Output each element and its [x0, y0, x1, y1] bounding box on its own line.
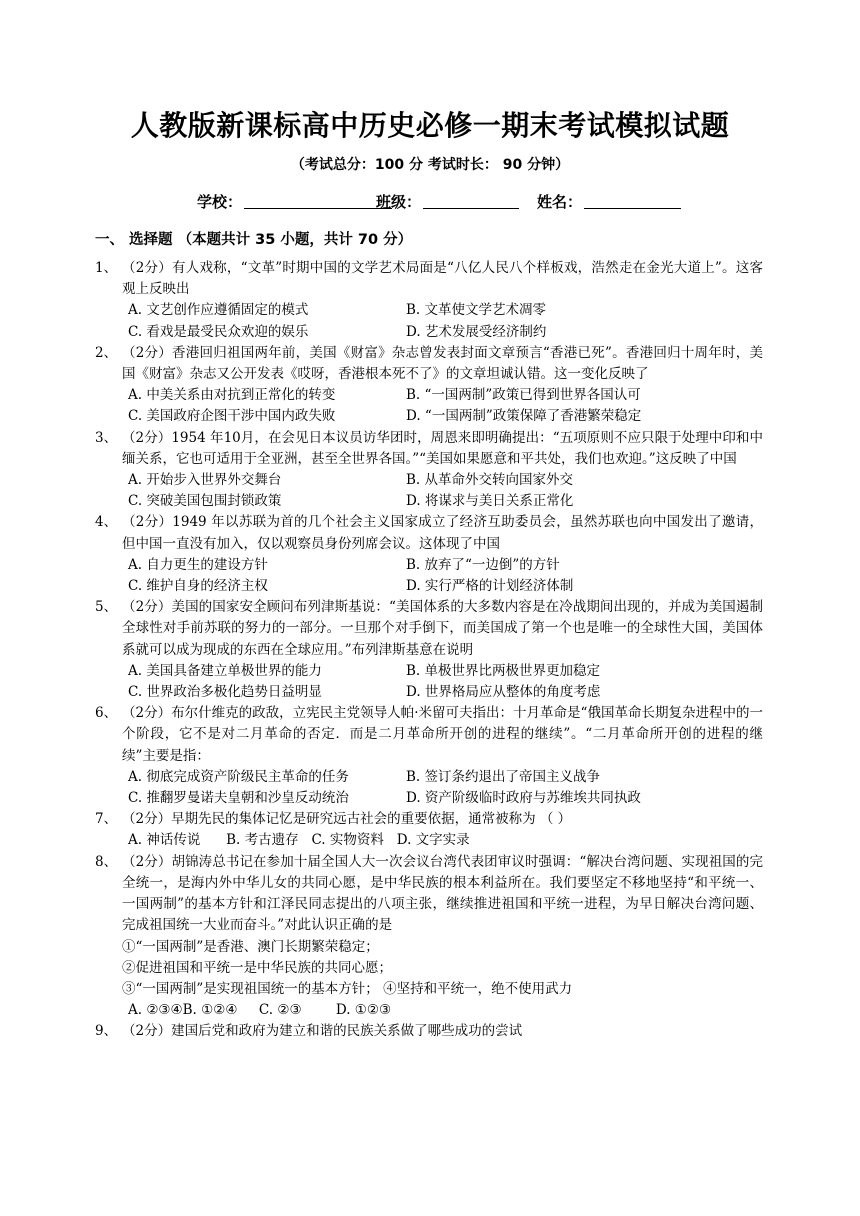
name-label: 姓名： [537, 193, 583, 211]
inline-options: A. 神话传说 B. 考古遗存 C. 实物资料 D. 文字实录 [128, 832, 470, 849]
question-number: 5、 [95, 599, 118, 616]
options-grid [128, 767, 763, 809]
school-field [197, 191, 392, 212]
option-a: A. 彻底完成资产阶级民主革命的任务 [128, 768, 349, 785]
option-b: B. 放弃了“一边倒”的方针 [406, 556, 560, 573]
question-stem: （2分）胡锦涛总书记在参加十届全国人大一次会议台湾代表团审议时强调：“解决台湾问题、实现祖国的完全统一，是海内外中华儿女的共同心愿，是中华民族的根本利益所在。我们要坚定不移地坚持“和平统一、一国两制”的基本方针和江泽民同志提出的八项主张，继续推进祖国和平统一进程，为早日解决台湾问题、完成祖国统一大业而奋斗。”对此认识正确的是 [122, 853, 763, 934]
option-a: A. 开始步入世界外交舞台 [128, 472, 282, 489]
option-d: D. 将谋求与美日关系正常化 [406, 493, 574, 510]
school-label: 学校： [197, 193, 243, 211]
option-a: A. 文艺创作应遵循固定的模式 [128, 302, 309, 319]
question-stem: （2分）布尔什维克的政敌，立宪民主党领导人帕·米留可夫指出：十月革命是“俄国革命长期复杂进程中的一个阶段，它不是对二月革命的否定．而是二月革命所开创的进程的继续”。“二月革命所开创的进程的继续”主要是指： [122, 705, 763, 764]
question-stem: （2分）早期先民的集体记忆是研究远古社会的重要依据，通常被称为 （ ） [122, 811, 572, 828]
exam-duration-info: （考试总分：100 分 考试时长： 90 分钟） [290, 157, 570, 173]
question-stem: （2分）香港回归祖国两年前，美国《财富》杂志曾发表封面文章预言“香港已死”。香港回归十周年时，美国《财富》杂志又公开发表《哎呀，香港根本死不了》的文章坦诚认错。这一变化反映了 [122, 344, 763, 383]
option-d: D. 实行严格的计划经济体制 [406, 578, 574, 595]
question-5 [95, 597, 763, 703]
question-number: 1、 [95, 260, 118, 276]
question-number: 7、 [95, 811, 118, 828]
option-b: B. 签订条约退出了帝国主义战争 [406, 768, 601, 785]
option-c: C. 看戏是最受民众欢迎的娱乐 [128, 323, 309, 340]
option-d: D. “一国两制”政策保障了香港繁荣稳定 [406, 408, 642, 425]
question-number: 3、 [95, 429, 118, 446]
options-grid [128, 385, 763, 427]
option-b: B. 文革使文学艺术凋零 [406, 302, 547, 319]
question-number: 9、 [95, 1023, 118, 1040]
question-7 [95, 809, 763, 851]
question-number: 6、 [95, 705, 118, 722]
option-a: A. 中美关系由对抗到正常化的转变 [128, 387, 336, 404]
question-list [95, 258, 763, 1043]
question-4 [95, 512, 763, 597]
options-grid [128, 555, 763, 597]
question-8 [95, 852, 763, 1022]
option-b: B. “一国两制”政策已得到世界各国认可 [406, 387, 641, 404]
statement-3-4: ③“一国两制”是实现祖国统一的基本方针； ④坚持和平统一，绝不使用武力 [122, 980, 573, 997]
option-d: D. 资产阶级临时政府与苏维埃共同执政 [406, 790, 641, 807]
question-stem: （2分）美国的国家安全顾问布列津斯基说：“美国体系的大多数内容是在冷战期间出现的，并成为美国遏制全球性对手前苏联的努力的一部分。一旦那个对手倒下，而美国成了第一个也是唯一的全球性大国，美国体系就可以成为现成的东西在全球应用。”布列津斯基意在说明 [122, 599, 763, 658]
question-stem: （2分）1954 年10月，在会见日本议员访华团时，周恩来即明确提出：“五项原则不应只限于处理中印和中缅关系，它也可适用于全亚洲，甚至全世界各国。”“美国如果愿意和平共处，我们也欢迎。”这反映了中国 [122, 429, 763, 467]
options-row [128, 830, 763, 851]
class-label: 班级： [376, 193, 422, 211]
name-field [537, 191, 681, 212]
option-c: C. 世界政治多极化趋势日益明显 [128, 684, 322, 701]
question-9 [95, 1021, 763, 1042]
option-c: C. 美国政府企图干涉中国内政失败 [128, 408, 336, 425]
statement-1: ①“一国两制”是香港、澳门长期繁荣稳定； [122, 938, 379, 955]
option-c: C. 维护自身的经济主权 [128, 578, 268, 595]
page-title: 人教版新课标高中历史必修一期末考试模拟试题 [130, 109, 730, 142]
question-6 [95, 703, 763, 809]
question-number: 8、 [95, 853, 118, 870]
question-stem: （2分）有人戏称，“文革”时期中国的文学艺术局面是“八亿人民八个样板戏，浩然走在金光大道上”。这客观上反映出 [122, 260, 763, 298]
question-1 [95, 258, 763, 343]
option-a: A. 自力更生的建设方针 [128, 556, 268, 573]
option-d: D. 艺术发展受经济制约 [406, 323, 547, 340]
option-c: C. 突破美国包围封锁政策 [128, 493, 282, 510]
option-d: D. 世界格局应从整体的角度考虑 [406, 684, 601, 701]
options-grid [128, 300, 763, 342]
inline-options: A. ②③④B. ①②④ C. ②③ D. ①②③ [128, 1002, 392, 1019]
question-2 [95, 343, 763, 428]
class-blank-line[interactable] [423, 194, 519, 209]
options-row [128, 1000, 763, 1021]
name-blank-line[interactable] [584, 194, 681, 209]
options-grid [128, 661, 763, 703]
option-b: B. 从革命外交转向国家外交 [406, 472, 574, 489]
question-number: 2、 [95, 344, 118, 361]
statement-2: ②促进祖国和平统一是中华民族的共同心愿； [122, 959, 392, 976]
options-grid [128, 470, 763, 512]
option-a: A. 美国具备建立单极世界的能力 [128, 662, 322, 679]
question-number: 4、 [95, 514, 118, 531]
question-stem: （2分）建国后党和政府为建立和谐的民族关系做了哪些成功的尝试 [122, 1023, 523, 1040]
option-b: B. 单极世界比两极世界更加稳定 [406, 662, 601, 679]
option-c: C. 推翻罗曼诺夫皇朝和沙皇反动统治 [128, 790, 349, 807]
school-blank-line[interactable] [244, 194, 392, 209]
question-stem: （2分）1949 年以苏联为首的几个社会主义国家成立了经济互助委员会，虽然苏联也向中国发出了邀请，但中国一直没有加入，仅以观察员身份列席会议。这体现了中国 [122, 514, 763, 552]
class-field [376, 191, 519, 212]
question-3 [95, 428, 763, 513]
section-heading: 一、 选择题 （本题共计 35 小题，共计 70 分） [95, 232, 413, 248]
